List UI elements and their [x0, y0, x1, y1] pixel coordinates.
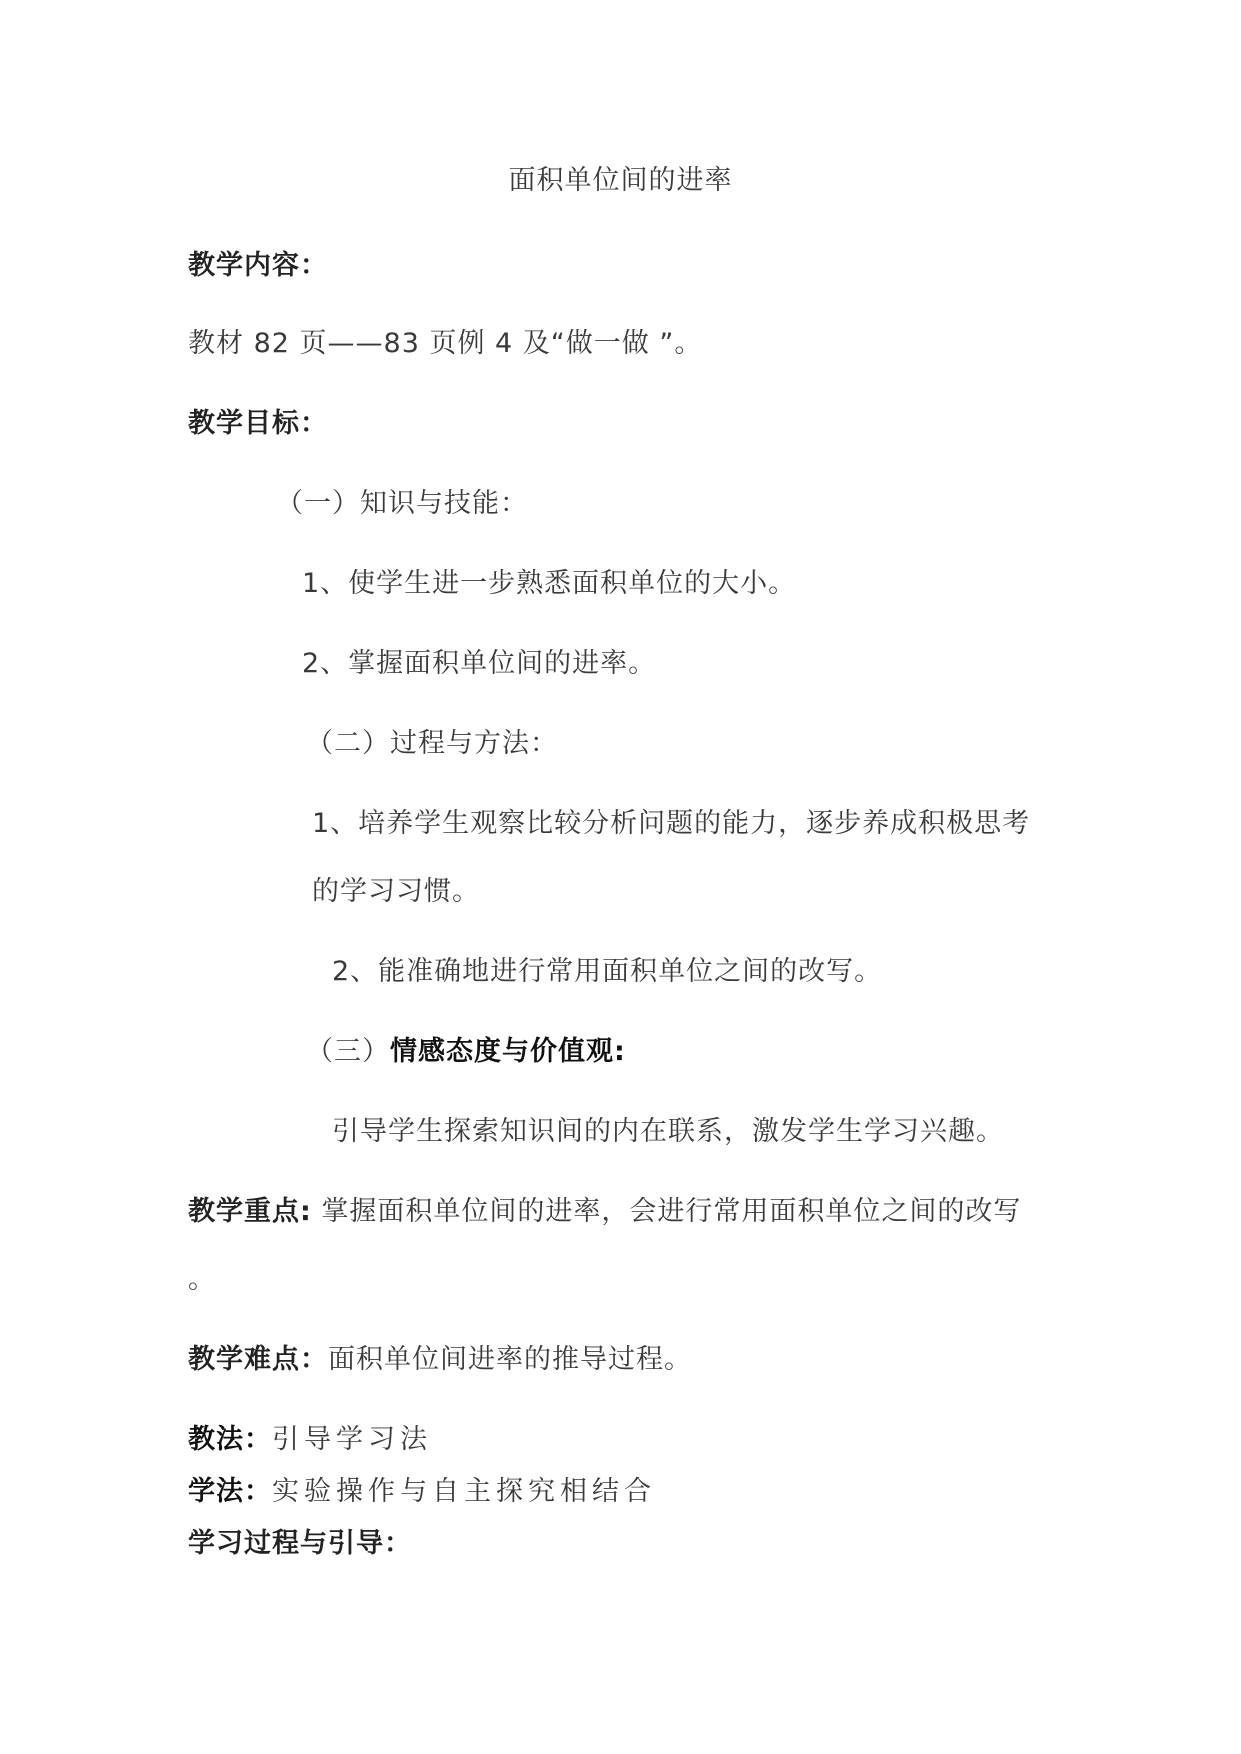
learning-method-line — [188, 1474, 656, 1510]
section-1-heading: （一）知识与技能： — [276, 488, 528, 519]
section-2-heading: （二）过程与方法： — [306, 728, 558, 759]
section-2-item-1-line-2: 的学习习惯。 — [312, 876, 480, 907]
difficulty-label: 教学难点： — [188, 1344, 328, 1375]
section-3-heading-main: 情感态度与价值观: — [390, 1036, 626, 1067]
learning-method-text: 实验操作与自主探究相结合 — [272, 1476, 656, 1507]
difficulty-text: 面积单位间进率的推导过程。 — [328, 1344, 692, 1375]
key-point-text: 掌握面积单位间的进率，会进行常用面积单位之间的改写 — [311, 1196, 1022, 1227]
difficulty-line — [188, 1342, 692, 1378]
process-heading: 学习过程与引导： — [188, 1528, 412, 1559]
section-2-item-2: 2、能准确地进行常用面积单位之间的改写。 — [332, 956, 883, 987]
learning-method-label: 学法： — [188, 1476, 272, 1507]
key-point-line-1 — [188, 1194, 1021, 1230]
section-1-item-1: 1、使学生进一步熟悉面积单位的大小。 — [302, 568, 797, 599]
key-point-label: 教学重点: — [188, 1196, 312, 1227]
section-3-text: 引导学生探索知识间的内在联系，激发学生学习兴趣。 — [332, 1116, 1004, 1147]
section-3-heading-prefix: （三） — [306, 1036, 390, 1067]
teaching-method-line — [188, 1422, 432, 1458]
section-2-item-1-line-1: 1、培养学生观察比较分析问题的能力，逐步养成积极思考 — [312, 808, 1031, 839]
goals-heading: 教学目标： — [188, 408, 328, 439]
content-text: 教材 82 页——83 页例 4 及“做一做 ”。 — [188, 328, 703, 359]
key-point-line-2: 。 — [188, 1264, 216, 1295]
section-1-item-2: 2、掌握面积单位间的进率。 — [302, 648, 657, 679]
teaching-method-label: 教法： — [188, 1424, 272, 1455]
section-3-heading — [306, 1034, 626, 1070]
page-title: 面积单位间的进率 — [508, 165, 733, 196]
content-heading: 教学内容： — [188, 250, 328, 281]
teaching-method-text: 引导学习法 — [272, 1424, 432, 1455]
